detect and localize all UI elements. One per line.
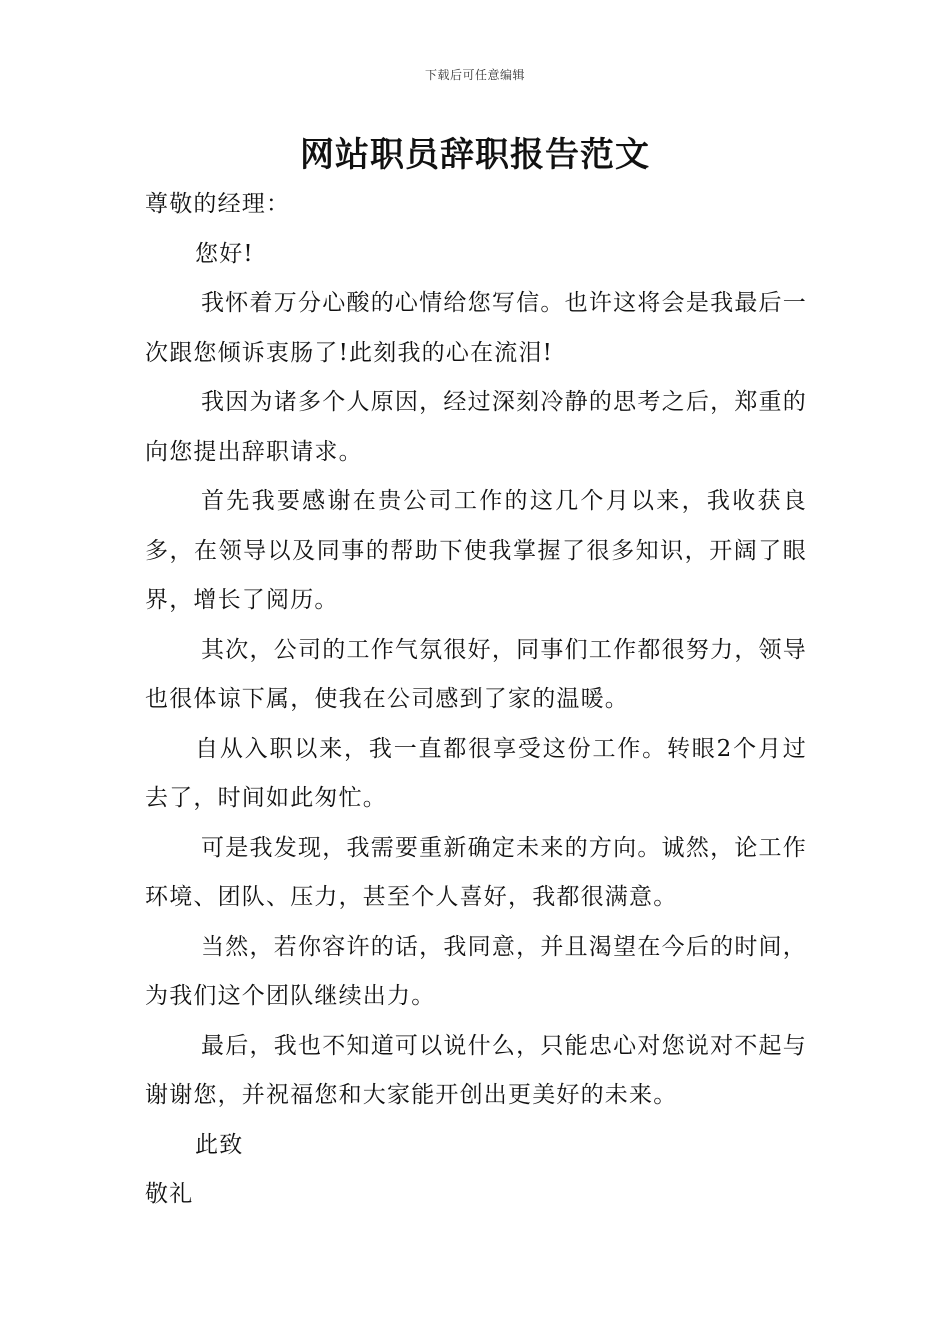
greeting: 您好! xyxy=(195,240,254,267)
paragraph: 自从入职以来，我一直都很享受这份工作。转眼2个月过去了，时间如此匆忙。 xyxy=(145,735,807,811)
header-note: 下载后可任意编辑 xyxy=(424,68,525,82)
letter-body xyxy=(145,180,807,1220)
closing: 此致 xyxy=(195,1131,244,1158)
paragraph: 当然，若你容许的话，我同意，并且渴望在今后的时间，为我们这个团队继续出力。 xyxy=(145,933,807,1009)
paragraph: 最后，我也不知道可以说什么，只能忠心对您说对不起与谢谢您，并祝福您和大家能开创出更美好的未来。 xyxy=(145,1032,807,1108)
regards: 敬礼 xyxy=(145,1181,194,1207)
paragraph: 我因为诸多个人原因，经过深刻冷静的思考之后，郑重的向您提出辞职请求。 xyxy=(145,389,807,465)
paragraph: 我怀着万分心酸的心情给您写信。也许这将会是我最后一次跟您倾诉衷肠了!此刻我的心在流泪! xyxy=(145,290,807,366)
document-title: 网站职员辞职报告范文 xyxy=(300,135,650,175)
paragraph: 其次，公司的工作气氛很好，同事们工作都很努力，领导也很体谅下属，使我在公司感到了家的温暖。 xyxy=(145,636,807,712)
paragraph: 首先我要感谢在贵公司工作的这几个月以来，我收获良多，在领导以及同事的帮助下使我掌握了很多知识，开阔了眼界，增长了阅历。 xyxy=(145,488,807,613)
paragraph: 可是我发现，我需要重新确定未来的方向。诚然，论工作环境、团队、压力，甚至个人喜好，我都很满意。 xyxy=(145,834,807,910)
salutation: 尊敬的经理： xyxy=(145,191,291,217)
